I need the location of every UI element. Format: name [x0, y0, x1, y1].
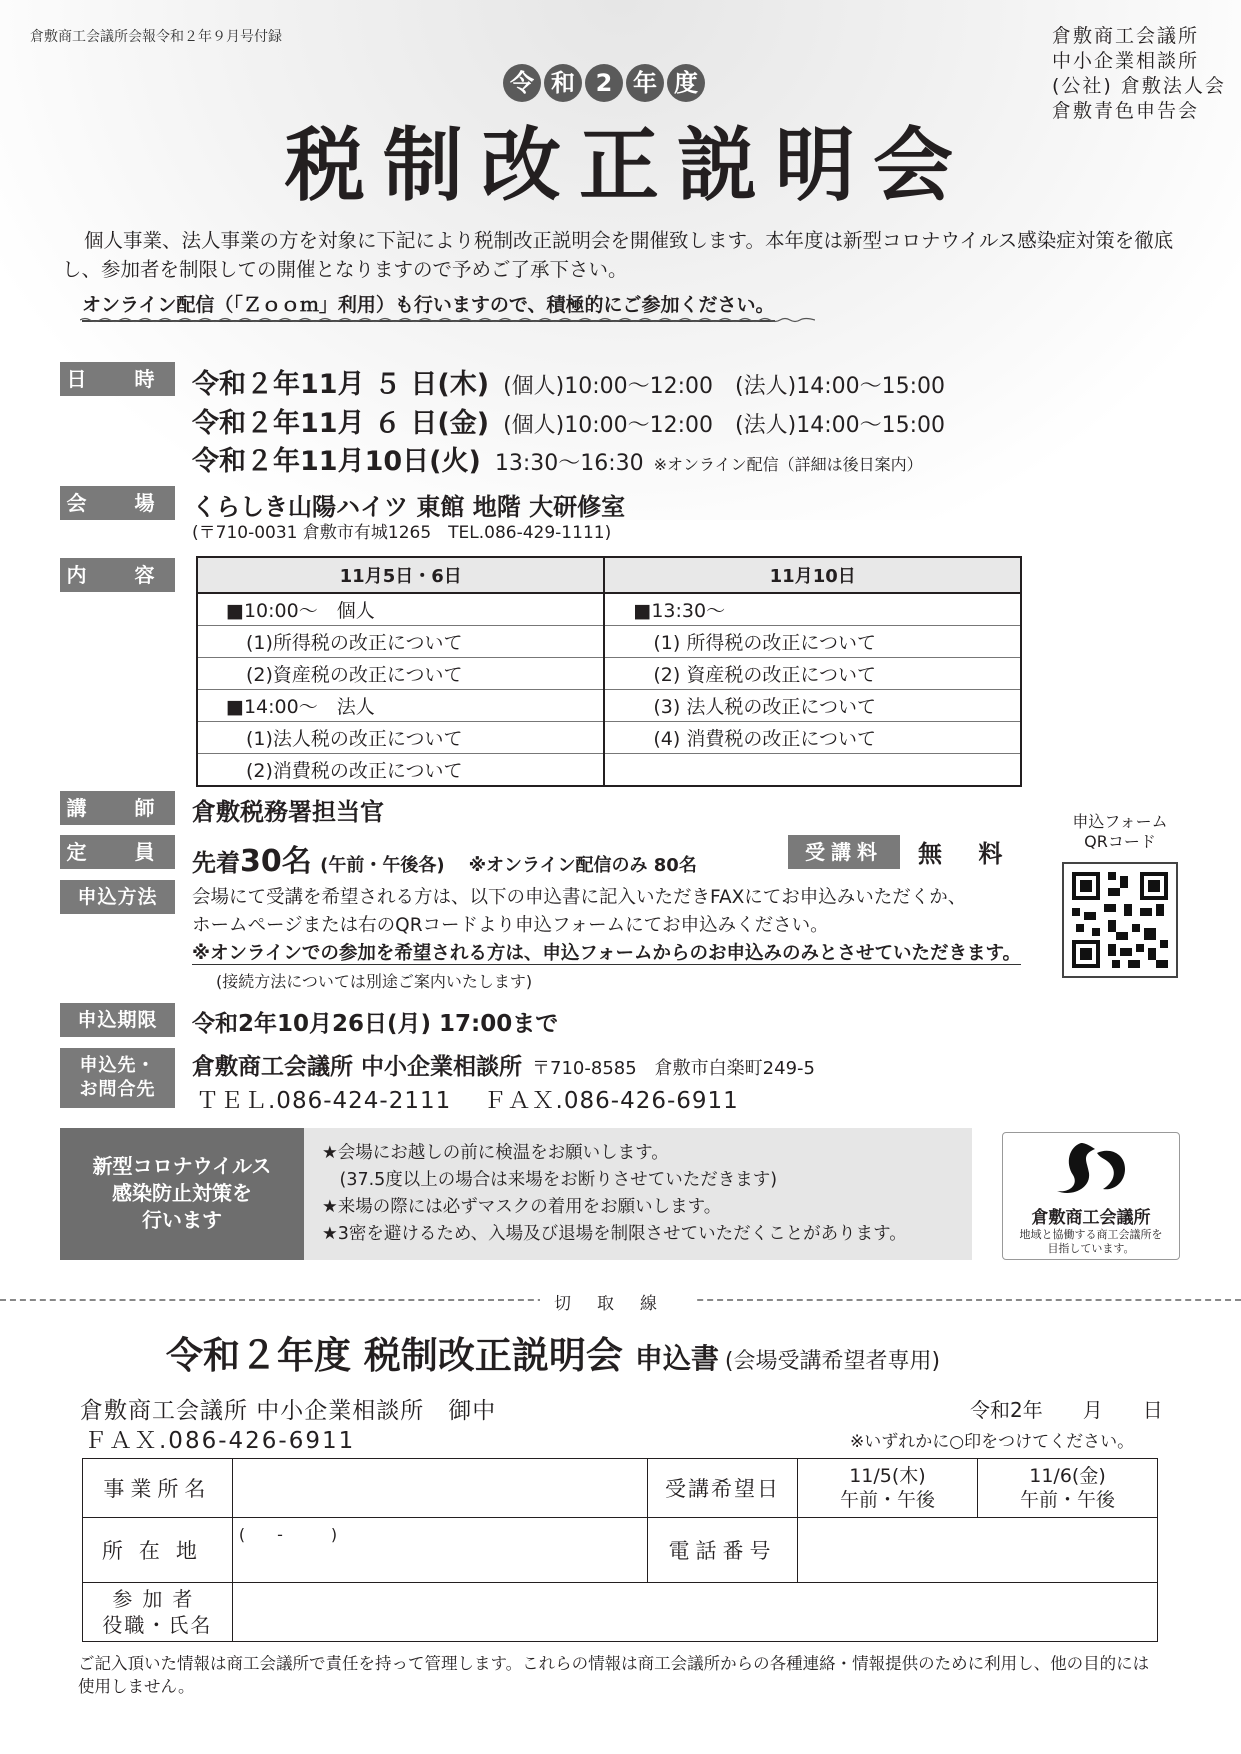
phone-field[interactable] [797, 1518, 1157, 1583]
logo-sub: 地域と協働する商工会議所を [1019, 1228, 1163, 1241]
option-time: 午前・午後 [1019, 1489, 1115, 1511]
table-row [197, 658, 1021, 690]
schedule-note: ※オンライン配信（詳細は後日案内） [653, 455, 923, 474]
schedule-row [192, 401, 945, 440]
table-row [197, 593, 1021, 626]
participant-label-line: 参加者 [112, 1587, 203, 1611]
table-cell: (2)消費税の改正について [197, 754, 604, 787]
inquiry-label-line: 申込先・ [79, 1055, 156, 1076]
organizer: 倉敷商工会議所 [1052, 25, 1200, 47]
covid-label-line: 新型コロナウイルス [92, 1154, 272, 1178]
table-cell [604, 754, 1021, 787]
table-cell: (1)法人税の改正について [197, 722, 604, 754]
form-row [83, 1583, 1158, 1642]
schedule-time: (個人)10:00〜12:00 (法人)14:00〜15:00 [503, 374, 945, 399]
year-badge-char: 度 [667, 64, 705, 102]
option-date: 11/5(木) [849, 1465, 926, 1487]
lecturer-label: 講 師 [60, 791, 175, 825]
qr-code-icon [1072, 872, 1168, 968]
preferred-date-label: 受講希望日 [648, 1459, 798, 1518]
form-mark-note: ※いずれかに○印をつけてください。 [850, 1432, 1135, 1452]
apply-line: ホームページまたは右のQRコードより申込フォームにてお申込みください。 [192, 915, 829, 936]
schedule-time: (個人)10:00〜12:00 (法人)14:00〜15:00 [503, 413, 945, 438]
phone-label: 電話番号 [648, 1518, 798, 1583]
apply-line: 会場にて受講を希望される方は、以下の申込書に記入いただきFAXにてお申込みいただくか、 [192, 887, 967, 908]
inquiry-org: 倉敷商工会議所 中小企業相談所 [192, 1054, 523, 1080]
application-form [82, 1458, 1158, 1642]
inquiry-label [60, 1048, 175, 1108]
apply-online-note: ※オンラインでの参加を希望される方は、申込フォームからのお申込みのみとさせていただきます。 [192, 943, 1022, 964]
table-cell: (2) 資産税の改正について [604, 658, 1021, 690]
fee-value: 無 料 [918, 840, 1017, 868]
apply-text [192, 884, 1062, 996]
qr-caption-line: 申込フォーム [1072, 812, 1168, 831]
privacy-note: ご記入頂いた情報は商工会議所で責任を持って管理します。これらの情報は商工会議所からの各種連絡・情報提供のために利用し、他の目的には使用しません。 [78, 1654, 1150, 1696]
option-time: 午前・午後 [839, 1489, 935, 1511]
lecturer-value: 倉敷税務署担当官 [192, 798, 384, 826]
option-nov6[interactable] [977, 1459, 1157, 1518]
form-date: 令和2年 月 日 [970, 1398, 1163, 1422]
address-field[interactable] [232, 1518, 647, 1583]
covid-label [60, 1128, 304, 1260]
table-cell: (4) 消費税の改正について [604, 722, 1021, 754]
venue-name: くらしき山陽ハイツ 東館 地階 大研修室 [192, 493, 626, 521]
qr-caption-line: QRコード [1084, 832, 1156, 851]
year-badge-char: 年 [626, 64, 664, 102]
capacity-label: 定 員 [60, 835, 175, 869]
covid-item: (37.5度以上の場合は来場をお断りさせていただきます) [322, 1170, 778, 1190]
qr-code[interactable] [1062, 862, 1178, 978]
participant-label-line: 役職・氏名 [102, 1613, 213, 1637]
option-date: 11/6(金) [1029, 1465, 1106, 1487]
deadline-value: 令和2年10月26日(月) 17:00まで [192, 1011, 559, 1037]
column-header: 11月10日 [604, 557, 1021, 593]
cut-line-label: 切取線 [540, 1289, 697, 1314]
logo-sub: 目指しています。 [1047, 1242, 1135, 1255]
business-name-label: 事業所名 [83, 1459, 233, 1518]
wavy-underline [80, 317, 815, 323]
apply-sub-note: (接続方法については別途ご案内いたします) [216, 972, 533, 991]
participant-label [83, 1583, 233, 1642]
table-cell: ■14:00〜 法人 [197, 690, 604, 722]
postal-code-prefix: ( - ) [238, 1525, 338, 1544]
year-badge-char: 2 [585, 64, 623, 102]
organizer-list [1052, 24, 1226, 124]
intro-text: 個人事業、法人事業の方を対象に下記により税制改正説明会を開催致します。本年度は新型コロナウイルス感染症対策を徹底し、参加者を制限しての開催となりますので予めご了承下さい。 [62, 229, 1174, 281]
table-header-row [197, 557, 1021, 593]
form-row [83, 1459, 1158, 1518]
schedule-date: 令和２年11月10日(火) [192, 446, 481, 477]
table-cell: (1)所得税の改正について [197, 626, 604, 658]
supplement-note: 倉敷商工会議所会報令和２年９月号付録 [30, 29, 282, 45]
online-note: オンライン配信（「Ｚｏｏｍ」利用）も行いますので、積極的にご参加ください。 [82, 290, 775, 322]
table-cell: (3) 法人税の改正について [604, 690, 1021, 722]
option-nov5[interactable] [797, 1459, 977, 1518]
table-row [197, 754, 1021, 787]
chamber-logo [1002, 1132, 1180, 1260]
column-header: 11月5日・6日 [197, 557, 604, 593]
capacity-number: 30名 [240, 844, 312, 879]
table-cell: ■10:00〜 個人 [197, 593, 604, 626]
form-recipient: 倉敷商工会議所 中小企業相談所 御中 [80, 1398, 497, 1424]
schedule-time: 13:30〜16:30 [494, 451, 644, 476]
chamber-logo-icon [1051, 1139, 1131, 1197]
venue-address: (〒710-0031 倉敷市有城1265 TEL.086-429-1111) [192, 523, 612, 543]
fee-label: 受講料 [788, 835, 900, 869]
page-title: 税制改正説明会 [285, 119, 971, 212]
covid-items [322, 1140, 907, 1248]
covid-item: ★会場にお越しの前に検温をお願いします。 [322, 1143, 669, 1163]
content-table [196, 556, 1022, 787]
inquiry-label-line: お問合先 [79, 1079, 156, 1100]
table-cell: (1) 所得税の改正について [604, 626, 1021, 658]
year-badge-char: 令 [503, 64, 541, 102]
form-title [166, 1325, 940, 1379]
form-fax: ＦＡＸ.086-426-6911 [84, 1428, 356, 1454]
qr-caption [1060, 812, 1180, 852]
venue-label: 会 場 [60, 486, 175, 520]
table-row [197, 626, 1021, 658]
inquiry-address: 〒710-8585 倉敷市白楽町249-5 [532, 1058, 815, 1079]
covid-item: ★来場の際には必ずマスクの着用をお願いします。 [322, 1197, 722, 1217]
table-cell: (2)資産税の改正について [197, 658, 604, 690]
table-cell: ■13:30〜 [604, 593, 1021, 626]
content-label: 内 容 [60, 558, 175, 592]
covid-section [60, 1128, 972, 1260]
form-title-main: 令和２年度 税制改正説明会 [166, 1334, 623, 1377]
logo-name: 倉敷商工会議所 [1031, 1208, 1151, 1228]
organizer: 中小企業相談所 [1052, 50, 1200, 72]
inquiry-name [192, 1048, 815, 1081]
schedule-date: 令和２年11月 ５ 日(木) [192, 369, 490, 400]
capacity-prefix: 先着 [192, 849, 240, 877]
table-row [197, 690, 1021, 722]
business-name-field[interactable] [232, 1459, 647, 1518]
organizer: 倉敷青色申告会 [1052, 100, 1200, 122]
year-badge [503, 64, 705, 102]
schedule-row [192, 362, 945, 401]
schedule-label: 日 時 [60, 362, 175, 396]
covid-item: ★3密を避けるため、入場及び退場を制限させていただくことがあります。 [322, 1224, 907, 1244]
participant-field[interactable] [232, 1583, 1157, 1642]
address-label: 所在地 [83, 1518, 233, 1583]
organizer: (公社) 倉敷法人会 [1052, 75, 1226, 97]
inquiry-tel-fax: ＴＥＬ.086-424-2111 ＦＡＸ.086-426-6911 [196, 1088, 739, 1114]
schedule-row [192, 439, 923, 478]
capacity-sub: (午前・午後各) [320, 855, 445, 876]
table-row [197, 722, 1021, 754]
form-title-sub: (会場受講希望者専用) [724, 1349, 941, 1374]
schedule-date: 令和２年11月 ６ 日(金) [192, 408, 490, 439]
capacity-online: ※オンライン配信のみ 80名 [468, 855, 697, 876]
year-badge-char: 和 [544, 64, 582, 102]
capacity-value [192, 836, 697, 880]
deadline-label: 申込期限 [60, 1003, 175, 1037]
form-row [83, 1518, 1158, 1583]
apply-label: 申込方法 [60, 880, 175, 914]
covid-label-line: 行います [142, 1208, 222, 1232]
form-title-doc: 申込書 [634, 1342, 719, 1375]
covid-label-line: 感染防止対策を [112, 1181, 252, 1205]
